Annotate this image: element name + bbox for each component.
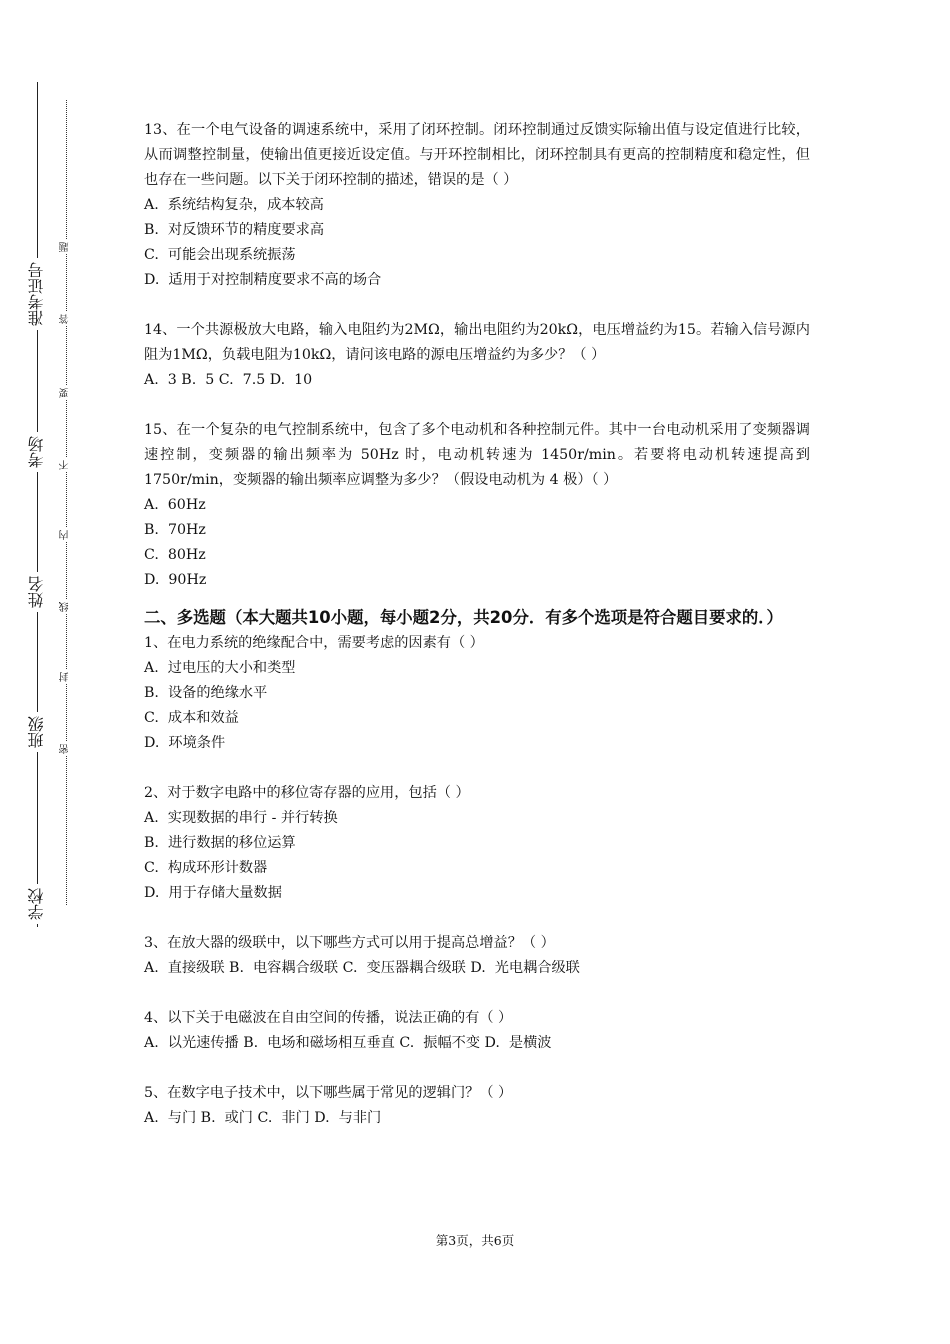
page-footer: 第3页，共6页 [435, 1233, 515, 1248]
multi-question-1 [144, 631, 810, 756]
option: A. 实现数据的串行 - 并行转换 [144, 810, 338, 826]
multi-question-4 [144, 1006, 810, 1056]
binding-line-solid [37, 82, 38, 927]
option: C. 成本和效益 [144, 710, 239, 726]
option: C. 80Hz [144, 547, 206, 563]
question-stem: 4、以下关于电磁波在自由空间的传播，说法正确的有（ ） [144, 1010, 513, 1026]
option: B. 设备的绝缘水平 [144, 685, 268, 701]
option: B. 进行数据的移位运算 [144, 835, 296, 851]
seal-char: 要 [60, 388, 71, 398]
multi-question-5 [144, 1081, 810, 1131]
question-stem: 2、对于数字电路中的移位寄存器的应用，包括（ ） [144, 785, 470, 801]
option: A. 过电压的大小和类型 [144, 660, 296, 676]
option: A. 直接级联 B. 电容耦合级联 C. 变压器耦合级联 D. 光电耦合级联 [144, 960, 580, 976]
seal-char: 不 [60, 460, 71, 470]
question-13 [144, 118, 810, 293]
option: B. 70Hz [144, 522, 206, 538]
multi-question-2 [144, 781, 810, 906]
question-stem: 13、在一个电气设备的调速系统中，采用了闭环控制。闭环控制通过反馈实际输出值与设定值进行比较，从而调整控制量，使输出值更接近设定值。与开环控制相比，闭环控制具有更高的控制精度和稳定性，但也存在一些问题。以下关于闭环控制的描述，错误的是（ ） [144, 122, 810, 188]
option: C. 可能会出现系统振荡 [144, 247, 296, 263]
label-name: 姓名 [22, 572, 52, 612]
label-class: 班级 [22, 712, 52, 752]
option: A. 3 B. 5 C. 7.5 D. 10 [144, 372, 313, 388]
option: B. 对反馈环节的精度要求高 [144, 222, 325, 238]
seal-char: 答 [60, 314, 71, 324]
option: C. 构成环形计数器 [144, 860, 268, 876]
question-stem: 1、在电力系统的绝缘配合中，需要考虑的因素有（ ） [144, 635, 484, 651]
option: A. 系统结构复杂，成本较高 [144, 197, 324, 213]
option: D. 90Hz [144, 572, 207, 588]
seal-char: 封 [60, 672, 71, 682]
option: A. 60Hz [144, 497, 206, 513]
seal-char: 内 [60, 530, 71, 540]
option: D. 适用于对控制精度要求不高的场合 [144, 272, 382, 288]
question-content [144, 118, 810, 1131]
seal-char: 密 [60, 744, 71, 754]
question-stem: 14、一个共源极放大电路，输入电阻约为2MΩ，输出电阻约为20kΩ，电压增益约为15。若输入信号源内阻为1MΩ，负载电阻为10kΩ，请问该电路的源电压增益约为多少？（ ） [144, 322, 810, 363]
question-stem: 5、在数字电子技术中，以下哪些属于常见的逻辑门？（ ） [144, 1085, 513, 1101]
label-school: 学校 [22, 884, 52, 924]
section-title-multi-choice: 二、多选题（本大题共10小题，每小题2分，共20分．有多个选项是符合题目要求的．） [144, 608, 783, 627]
seal-char: 题 [60, 242, 71, 252]
multi-question-3 [144, 931, 810, 981]
label-exam-id: 准考证号 [22, 258, 52, 330]
binding-line-dotted [66, 100, 67, 905]
seal-char: 线 [60, 602, 71, 612]
option: D. 环境条件 [144, 735, 226, 751]
option: A. 与门 B. 或门 C. 非门 D. 与非门 [144, 1110, 382, 1126]
label-exam-room: 考场 [22, 432, 52, 472]
question-stem: 15、在一个复杂的电气控制系统中，包含了多个电动机和各种控制元件。其中一台电动机采用了变频器调速控制，变频器的输出频率为 50Hz 时，电动机转速为 1450r/min。若要将电动机转速提高到 1750r/min，变频器的输出频率应调整为多少？（假设电动机为 4 极）（ ） [144, 422, 810, 488]
question-14 [144, 318, 810, 393]
option: D. 用于存储大量数据 [144, 885, 282, 901]
question-15 [144, 418, 810, 593]
question-stem: 3、在放大器的级联中，以下哪些方式可以用于提高总增益？（ ） [144, 935, 555, 951]
option: A. 以光速传播 B. 电场和磁场相互垂直 C. 振幅不变 D. 是横波 [144, 1035, 552, 1051]
